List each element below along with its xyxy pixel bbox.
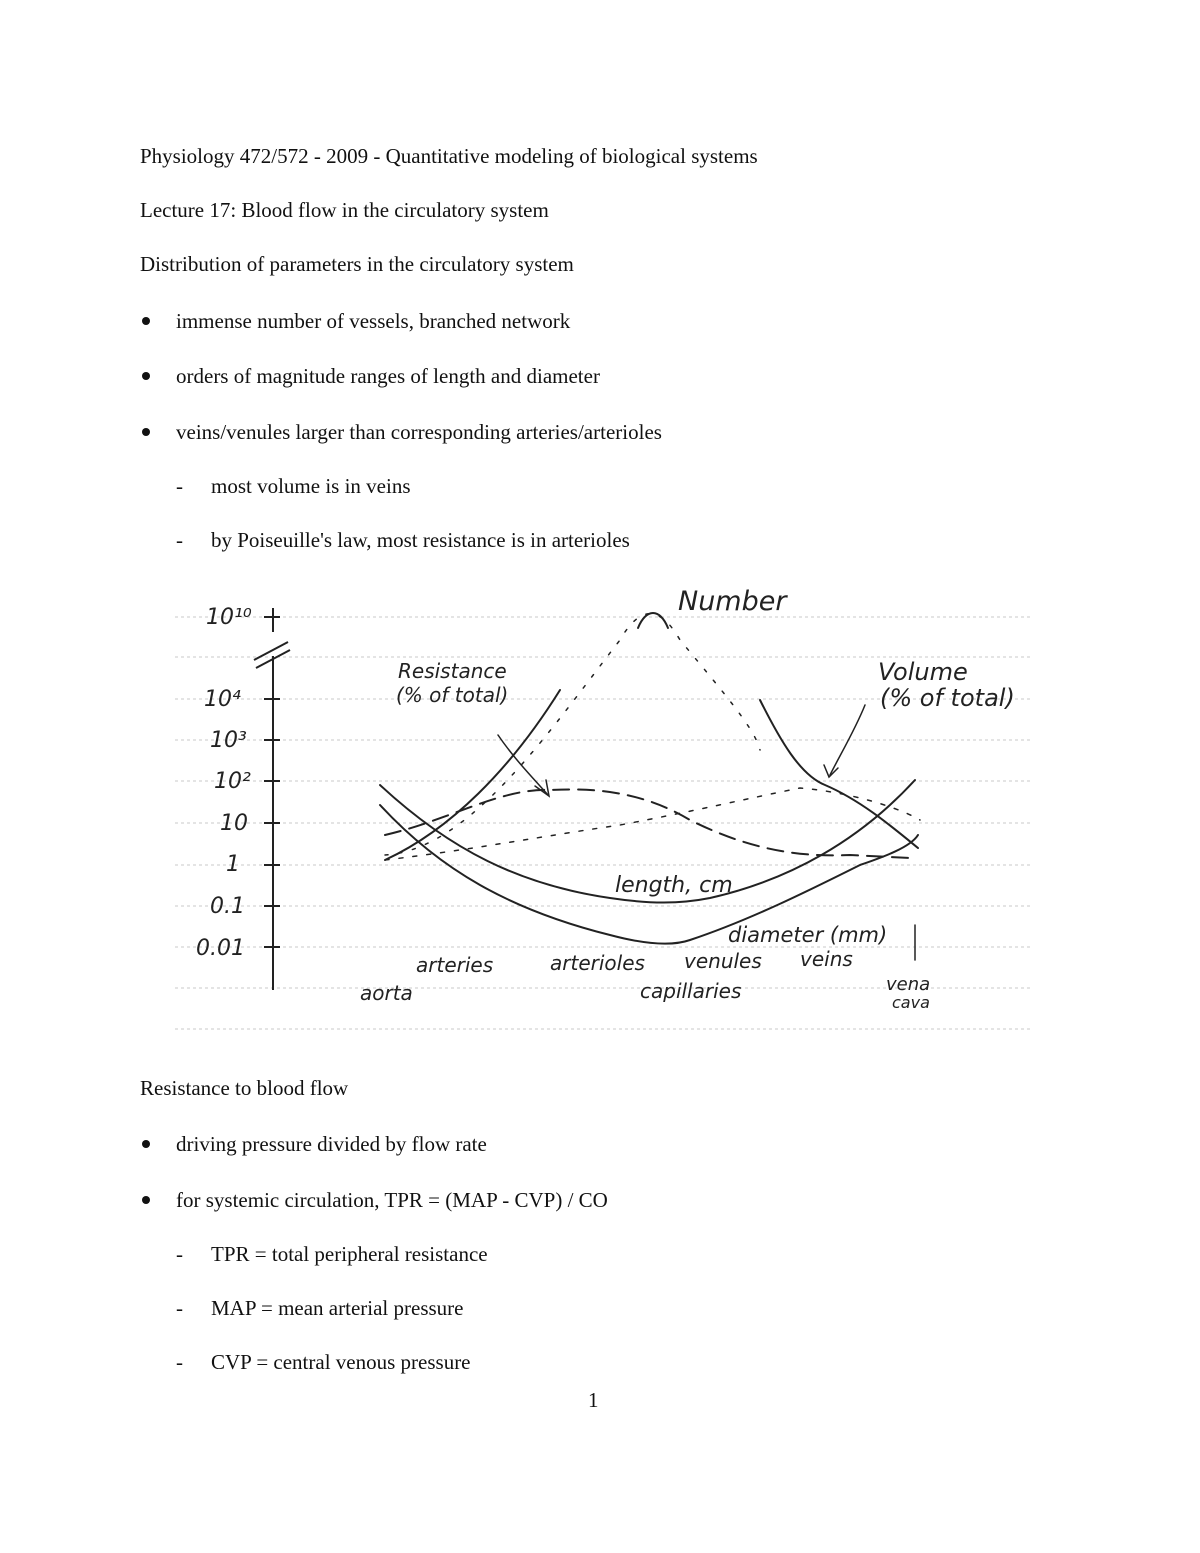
- volume-arrowhead: [824, 765, 838, 777]
- sub-bullet-item: most volume is in veins: [211, 474, 411, 498]
- bullet-item: for systemic circulation, TPR = (MAP - CVP) / CO: [176, 1188, 608, 1212]
- resistance-curve-label: (% of total): [396, 683, 509, 707]
- resistance-curve-label: Resistance: [398, 659, 507, 683]
- sub-bullet-item: MAP = mean arterial pressure: [211, 1296, 464, 1320]
- dash-marker: -: [176, 1296, 183, 1320]
- bullet-icon: [140, 1138, 152, 1150]
- dash-marker: -: [176, 528, 183, 552]
- dash-marker: -: [176, 1350, 183, 1374]
- bullet-icon: [140, 370, 152, 382]
- section-heading-resistance: Resistance to blood flow: [140, 1076, 349, 1100]
- y-tick-label: 0.01: [196, 936, 245, 961]
- bullet-icon: [140, 426, 152, 438]
- x-label: vena: [886, 974, 931, 995]
- y-tick-label: 0.1: [210, 894, 245, 919]
- dash-marker: -: [176, 474, 183, 498]
- y-tick-label: 1: [226, 852, 240, 877]
- volume-curve-label: Volume: [878, 658, 968, 686]
- number-right-branch: [760, 700, 918, 848]
- dash-marker: -: [176, 1242, 183, 1266]
- bullet-item: veins/venules larger than corresponding arteries/arterioles: [176, 420, 662, 444]
- page-number: 1: [588, 1388, 599, 1412]
- x-label: aorta: [360, 981, 413, 1005]
- y-axis: [254, 608, 290, 990]
- circulatory-parameters-sketch: [170, 580, 1040, 1040]
- bullet-icon: [140, 315, 152, 327]
- diameter-curve-label: diameter (mm): [728, 923, 888, 947]
- sub-bullet-item: by Poiseuille's law, most resistance is in arterioles: [211, 528, 630, 552]
- course-title: Physiology 472/572 - 2009 - Quantitative modeling of biological systems: [140, 144, 758, 168]
- bullet-item: immense number of vessels, branched network: [176, 309, 571, 333]
- x-label: arterioles: [550, 951, 645, 975]
- x-label: venules: [684, 949, 762, 973]
- lecture-title: Lecture 17: Blood flow in the circulatory system: [140, 198, 549, 222]
- x-label: capillaries: [640, 979, 742, 1003]
- x-label: arteries: [416, 953, 494, 977]
- y-tick-label: 10²: [214, 769, 251, 794]
- bullet-icon: [140, 1194, 152, 1206]
- bullet-item: orders of magnitude ranges of length and diameter: [176, 364, 600, 388]
- number-curve-peak: [638, 613, 668, 628]
- number-curve-label: Number: [678, 586, 787, 617]
- y-tick-label: 10: [220, 811, 248, 836]
- sub-bullet-item: CVP = central venous pressure: [211, 1350, 471, 1374]
- length-curve-label: length, cm: [615, 873, 733, 898]
- sub-bullet-item: TPR = total peripheral resistance: [211, 1242, 488, 1266]
- y-tick-label: 10¹⁰: [206, 605, 252, 630]
- x-label: cava: [892, 993, 930, 1012]
- y-tick-label: 10³: [210, 728, 247, 753]
- bullet-item: driving pressure divided by flow rate: [176, 1132, 487, 1156]
- y-tick-label: 10⁴: [204, 687, 241, 712]
- x-label: veins: [800, 947, 853, 971]
- section-heading-distribution: Distribution of parameters in the circulatory system: [140, 252, 574, 276]
- volume-curve-label: (% of total): [880, 684, 1015, 712]
